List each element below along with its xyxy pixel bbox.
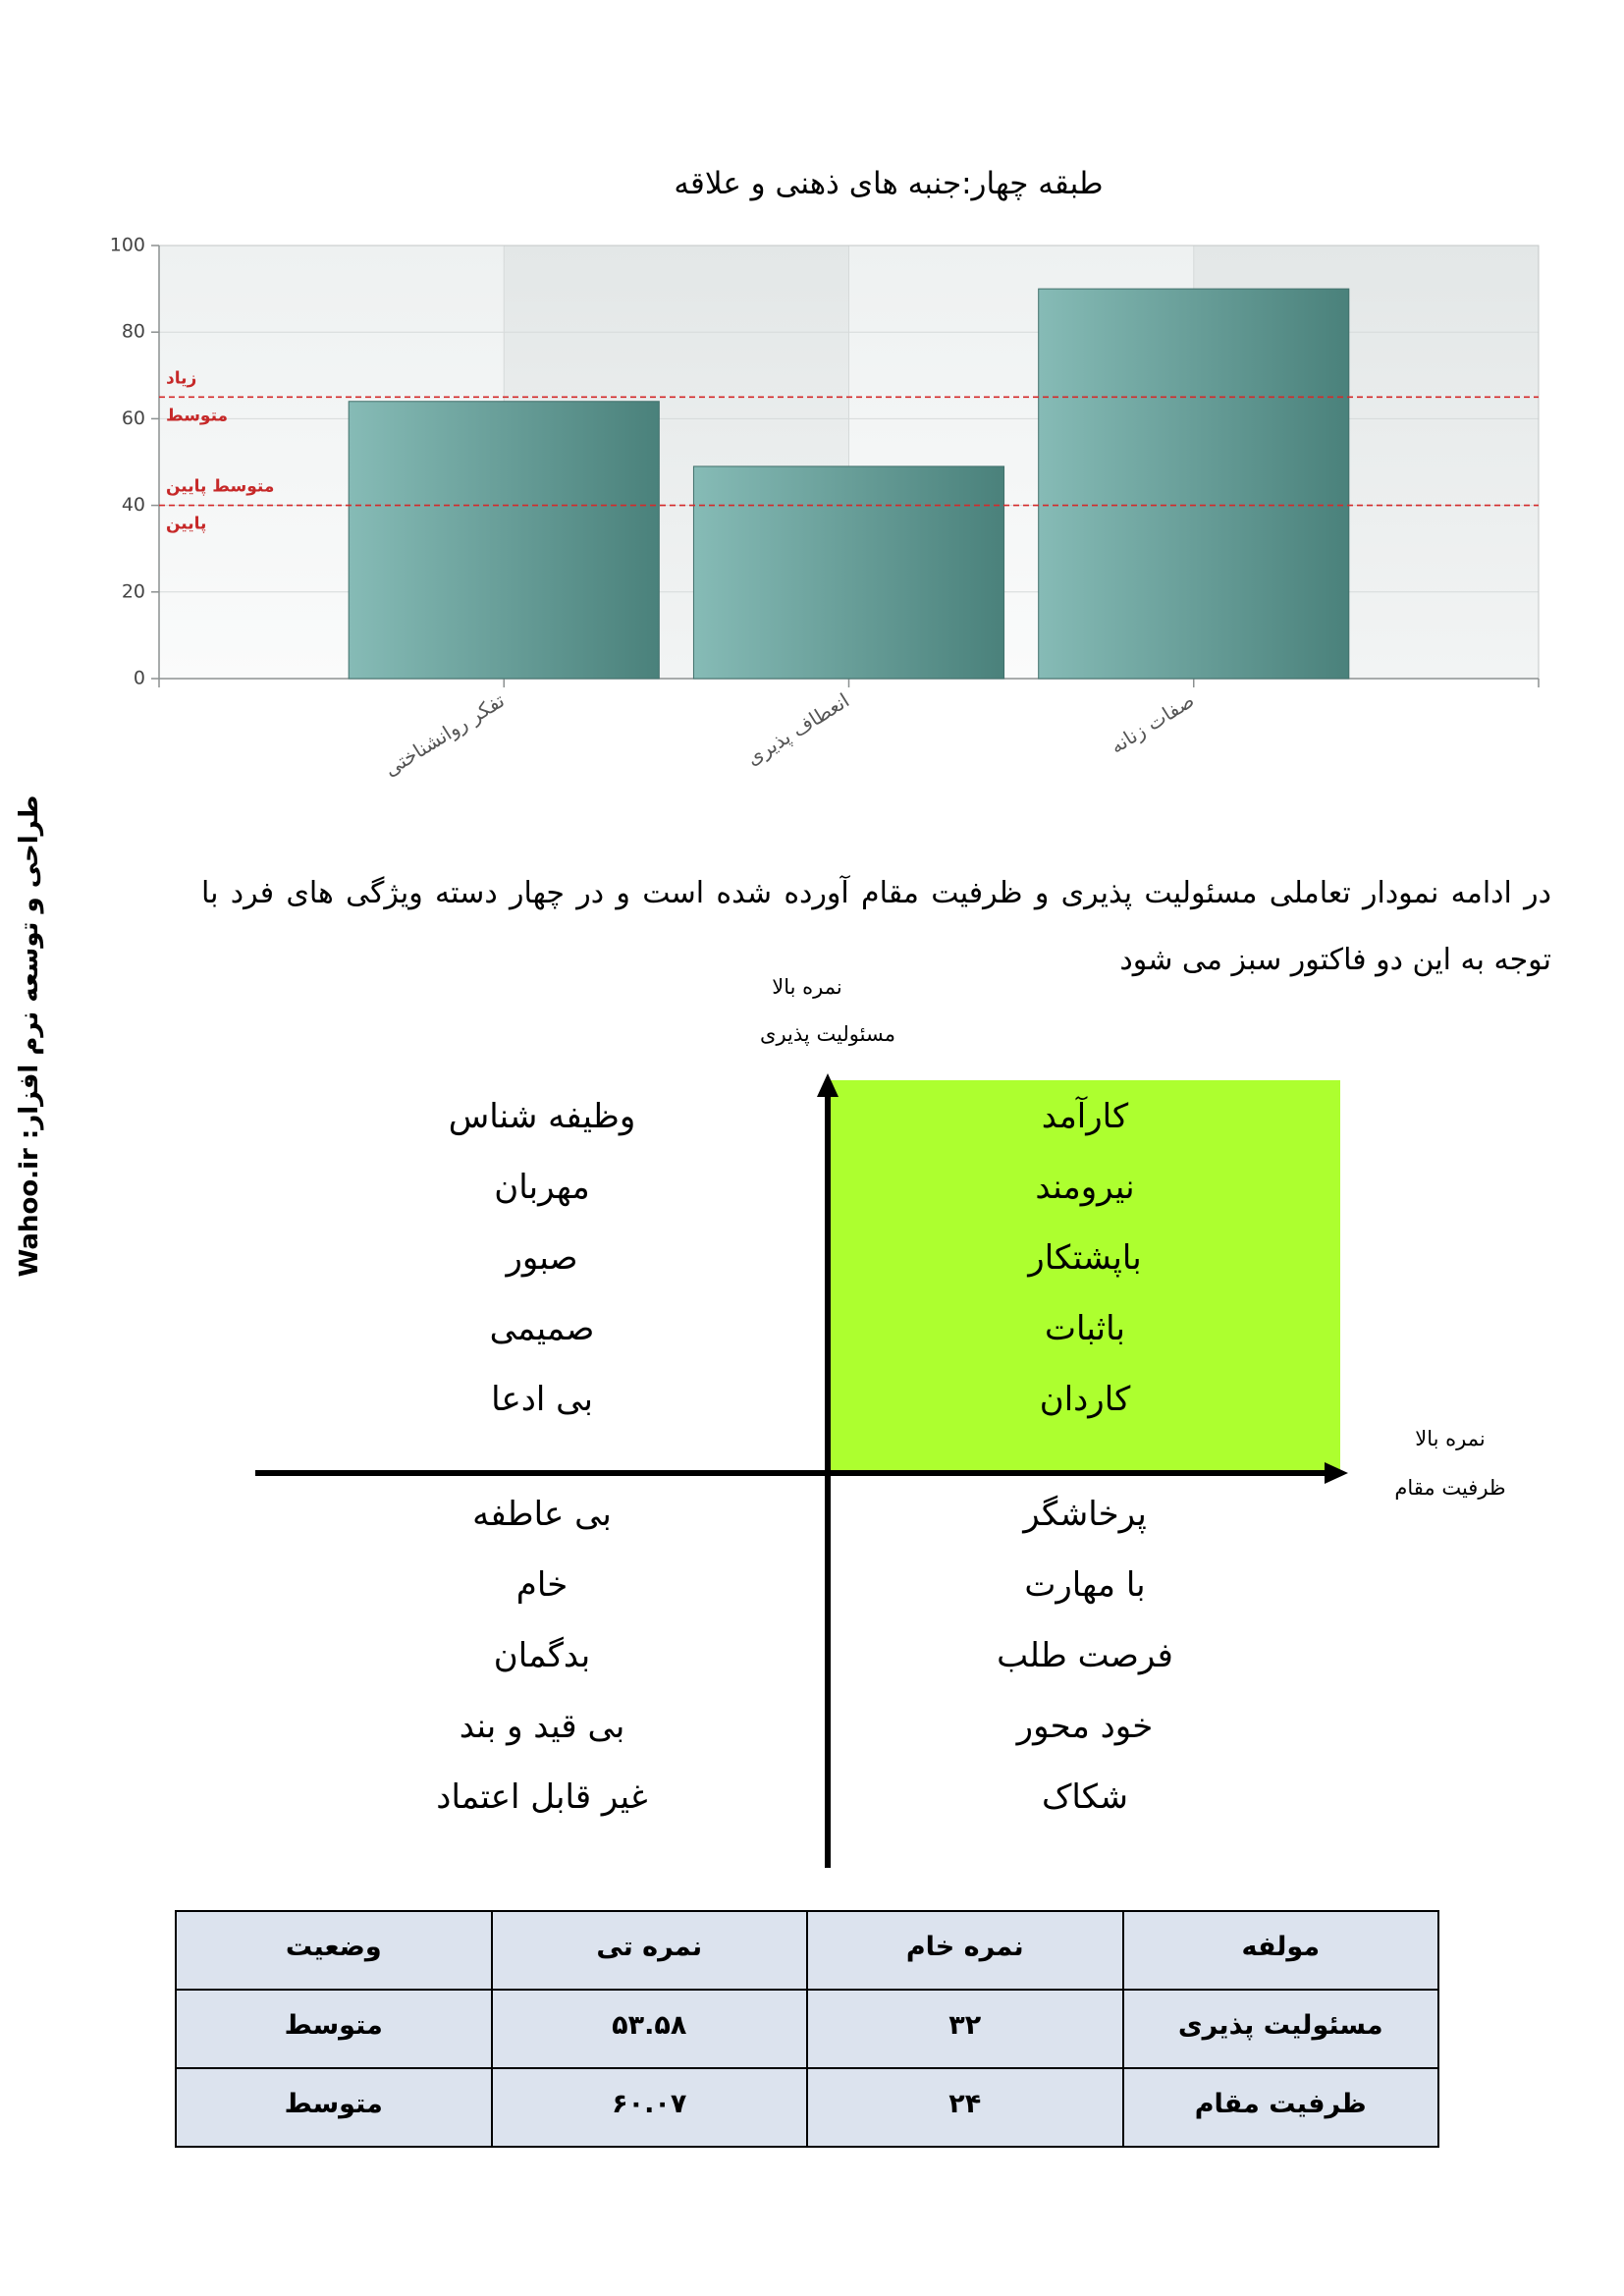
- quadrant-trait: باثبات: [1045, 1309, 1125, 1348]
- table-cell: ۵۳.۵۸: [492, 1990, 808, 2068]
- table-cell: مسئولیت پذیری: [1123, 1990, 1439, 2068]
- x-tick-label: تفکر روانشناختی: [379, 687, 509, 782]
- x-axis-name: ظرفیت مقام: [1394, 1476, 1506, 1500]
- quadrant-trait: کاردان: [1039, 1380, 1131, 1419]
- x-tick-label: انعطاف پذیری: [741, 687, 854, 771]
- arrow-right-icon: [1325, 1462, 1348, 1484]
- table-header-cell: نمره تی: [492, 1911, 808, 1990]
- x-axis-score-label: نمره بالا: [1415, 1427, 1486, 1450]
- quadrant-bottom-right: [889, 1479, 1281, 1832]
- credit-site: Wahoo.ir: [15, 1148, 44, 1278]
- table-header-cell: وضعیت: [176, 1911, 492, 1990]
- quadrant-trait: مهربان: [494, 1168, 590, 1207]
- quadrant-trait: با مهارت: [1024, 1565, 1146, 1605]
- quadrant-trait: باپشتکار: [1028, 1238, 1142, 1278]
- quadrant-bottom-left: [346, 1479, 738, 1832]
- bar: [349, 402, 659, 679]
- quadrant-trait: بی عاطفه: [472, 1495, 612, 1534]
- quadrant-trait: شکاک: [1041, 1777, 1129, 1817]
- quadrant-trait: خود محور: [1016, 1707, 1154, 1746]
- table-cell: ظرفیت مقام: [1123, 2068, 1439, 2147]
- site-credit: [10, 761, 49, 1311]
- quadrant-trait: کارآمد: [1041, 1097, 1129, 1136]
- y-tick-label: 100: [109, 234, 145, 256]
- intro-paragraph: در ادامه نمودار تعاملی مسئولیت پذیری و ظرفیت مقام آورده شده است و در چهار دسته ویژگی های فرد با توجه به این دو فاکتور سبز می شود: [201, 876, 1551, 977]
- y-axis-name: مسئولیت پذیری: [760, 1022, 895, 1046]
- quadrant-trait: پرخاشگر: [1023, 1495, 1147, 1534]
- bar: [1039, 289, 1349, 679]
- quadrant-trait: بدگمان: [493, 1636, 591, 1675]
- quadrant-trait: فرصت طلب: [997, 1636, 1173, 1675]
- y-axis-line: [825, 1090, 831, 1868]
- quadrant-trait: نیرومند: [1035, 1168, 1135, 1207]
- bar-chart: [98, 226, 1571, 815]
- bar: [693, 466, 1003, 679]
- quadrant-trait: صبور: [506, 1238, 578, 1278]
- quadrant-trait: وظیفه شناس: [448, 1097, 636, 1136]
- scores-table: [175, 1910, 1439, 2148]
- quadrant-top-right: [889, 1081, 1281, 1435]
- table-row: [176, 2068, 1438, 2147]
- reference-label-above: زیاد: [166, 368, 197, 389]
- table-header-row: [176, 1911, 1438, 1990]
- y-tick-label: 20: [121, 580, 145, 603]
- x-tick-label: صفات زنانه: [1106, 687, 1199, 759]
- quadrant-top-left: [346, 1081, 738, 1435]
- table-cell: ۳۲: [807, 1990, 1123, 2068]
- arrow-up-icon: [817, 1073, 839, 1097]
- y-tick-label: 60: [121, 407, 145, 429]
- x-axis-line: [255, 1470, 1327, 1476]
- y-tick-label: 80: [121, 320, 145, 343]
- table-cell: متوسط: [176, 1990, 492, 2068]
- quadrant-trait: بی ادعا: [491, 1380, 593, 1419]
- reference-label-below: متوسط: [166, 406, 229, 426]
- quadrant-trait: صمیمی: [489, 1309, 595, 1348]
- table-cell: متوسط: [176, 2068, 492, 2147]
- table-cell: ۲۴: [807, 2068, 1123, 2147]
- y-tick-label: 0: [133, 667, 145, 689]
- table-cell: ۶۰.۰۷: [492, 2068, 808, 2147]
- quadrant-trait: بی قید و بند: [459, 1707, 625, 1746]
- credit-label: طراحی و توسعه نرم افزار:: [15, 794, 44, 1140]
- table-row: [176, 1990, 1438, 2068]
- table-header-cell: مولفه: [1123, 1911, 1439, 1990]
- y-axis-score-label: نمره بالا: [772, 975, 842, 999]
- quadrant-trait: غیر قابل اعتماد: [436, 1777, 648, 1817]
- table-header-cell: نمره خام: [807, 1911, 1123, 1990]
- quadrant-trait: خام: [515, 1565, 568, 1605]
- reference-label-above: متوسط پایین: [166, 476, 275, 497]
- chart-title: طبقه چهار:جنبه های ذهنی و علاقه: [674, 166, 1104, 201]
- reference-label-below: پایین: [166, 514, 207, 534]
- y-tick-label: 40: [121, 494, 145, 517]
